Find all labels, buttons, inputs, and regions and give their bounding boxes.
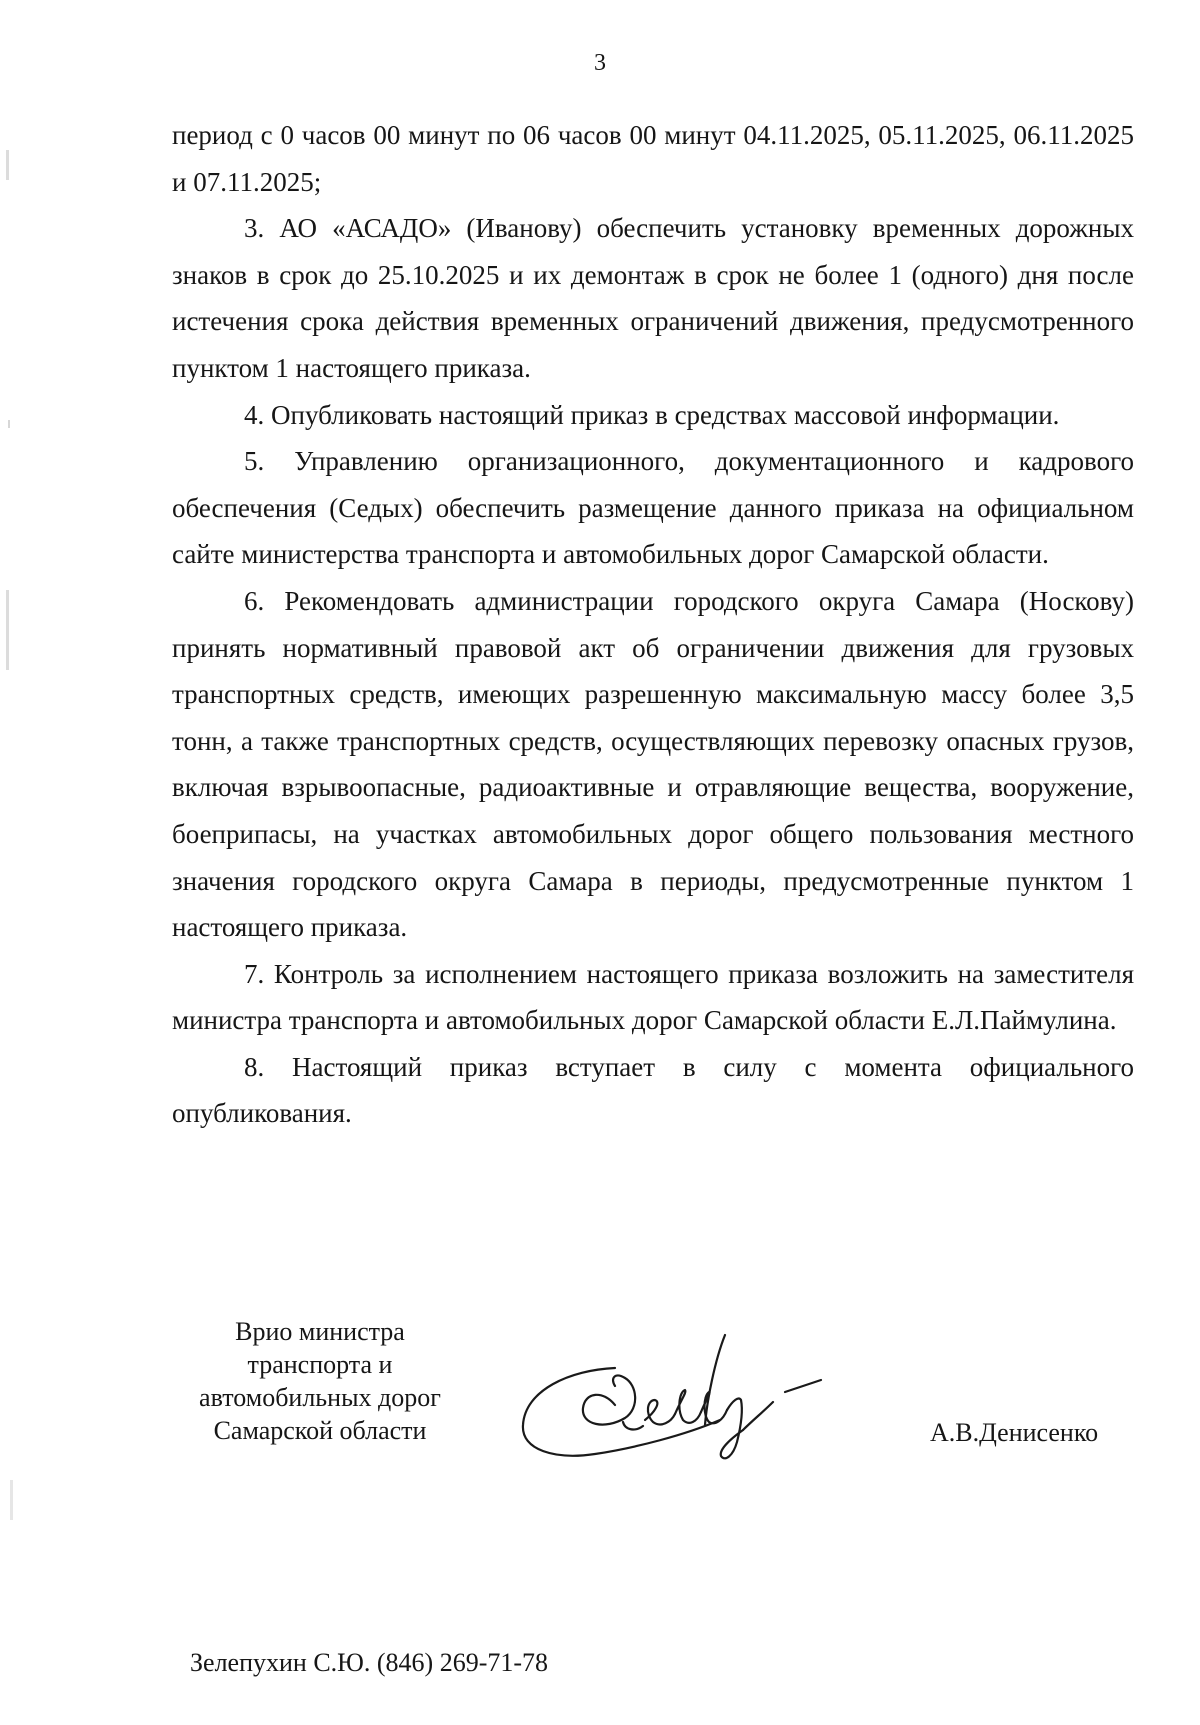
item-text: Контроль за исполнением настоящего приказа возложить на заместителя министра транспорта и автомобильных дорог Самарской области Е.Л.Паймулина. [172, 958, 1134, 1036]
scan-artifact [6, 590, 9, 670]
continuation-paragraph: период с 0 часов 00 минут по 06 часов 00 минут 04.11.2025, 05.11.2025, 06.11.2025 и 07.11.2025; [172, 120, 1134, 197]
item-4 [172, 392, 1134, 439]
page-number: 3 [594, 50, 606, 76]
signatory-position [170, 1315, 470, 1447]
item-text: Управлению организационного, документационного и кадрового обеспечения (Седых) обеспечить размещение данного приказа на официальном сайте министерства транспорта и автомобильных дорог Самарской области. [172, 446, 1134, 570]
handwritten-signature [515, 1330, 865, 1480]
position-line: автомобильных дорог [199, 1383, 441, 1412]
item-number: 7. [244, 958, 265, 989]
item-text: Опубликовать настоящий приказ в средствах массовой информации. [271, 399, 1060, 430]
scan-artifact [10, 1480, 13, 1520]
position-line: Самарской области [213, 1416, 427, 1445]
item-text: Рекомендовать администрации городского округа Самара (Носкову) принять нормативный правовой акт об ограничении движения для грузовых транспортных средств, имеющих разрешенную максимальную массу более 3,5 тонн, а также транспортных средств, осуществляющих перевозку опасных грузов, включая взрывоопасные, радиоактивные и отравляющие вещества, вооружение, боеприпасы, на участках автомобильных дорог общего пользования местного значения городского округа Самара в периоды, предусмотренные пунктом 1 настоящего приказа. [172, 585, 1134, 943]
position-line: Врио министра [235, 1317, 405, 1346]
contact-line: Зелепухин С.Ю. (846) 269-71-78 [190, 1648, 549, 1677]
item-number: 8. [244, 1051, 265, 1082]
item-5 [172, 438, 1134, 578]
item-number: 4. [244, 399, 265, 430]
item-number: 3. [244, 213, 265, 244]
item-7 [172, 951, 1134, 1044]
item-text: АО «АСАДО» (Иванову) обеспечить установку временных дорожных знаков в срок до 25.10.2025 и их демонтаж в срок не более 1 (одного) дня после истечения срока действия временных ограничений движения, предусмотренного пунктом 1 настоящего приказа. [172, 213, 1135, 383]
document-body [172, 112, 1134, 1137]
item-8 [172, 1044, 1134, 1137]
item-number: 5. [244, 446, 265, 477]
signer-name: А.В.Денисенко [930, 1418, 1099, 1447]
position-line: транспорта и [247, 1350, 393, 1379]
scan-artifact [8, 420, 10, 428]
scan-artifact [6, 150, 9, 180]
item-number: 6. [244, 585, 265, 616]
item-text: Настоящий приказ вступает в силу с момента официального опубликования. [172, 1051, 1134, 1129]
item-6 [172, 578, 1134, 951]
item-3 [172, 205, 1134, 391]
